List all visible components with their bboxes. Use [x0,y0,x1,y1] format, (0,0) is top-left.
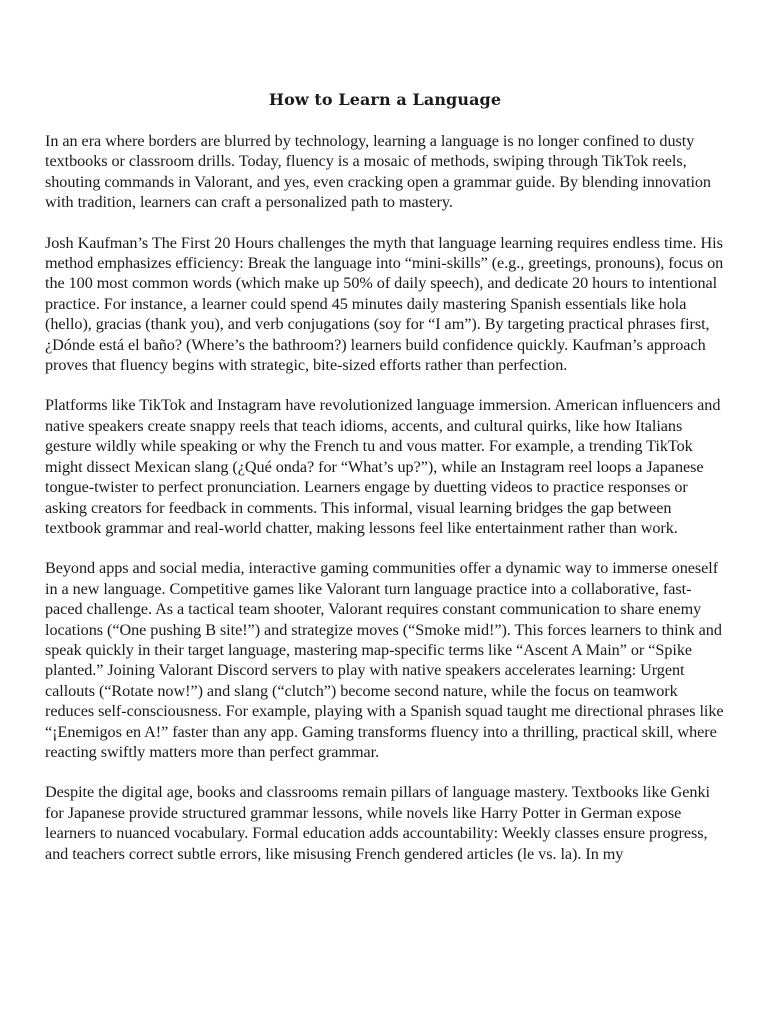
paragraph-gaming: Beyond apps and social media, interactive gaming communities offer a dynamic way to immerse oneself in a new language. Competitive games like Valorant turn language practice into a collaborative, fast-paced challenge. As a tactical team shooter, Valorant requires constant communication to share enemy locations (“One pushing B site!”) and strategize moves (“Smoke mid!”). This forces learners to think and speak quickly in their target language, mastering map-specific terms like “Ascent A Main” or “Spike planted.” Joining Valorant Discord servers to play with native speakers accelerates learning: Urgent callouts (“Rotate now!”) and slang (“clutch”) become second nature, while the focus on teamwork reduces self-consciousness. For example, playing with a Spanish squad taught me directional phrases like “¡Enemigos en A!” faster than any app. Gaming transforms fluency into a thrilling, practical skill, where reacting swiftly matters more than perfect grammar. [45,559,724,761]
paragraph-social-media: Platforms like TikTok and Instagram have revolutionized language immersion. American influencers and native speakers create snappy reels that teach idioms, accents, and cultural quirks, like how Italians gesture wildly while speaking or why the French tu and vous matter. For example, a trending TikTok might dissect Mexican slang (¿Qué onda? for “What’s up?”), while an Instagram reel loops a Japanese tongue-twister to perfect pronunciation. Learners engage by duetting videos to practice responses or asking creators for feedback in comments. This informal, visual learning bridges the gap between textbook grammar and real-world chatter, making lessons feel like entertainment rather than work. [45,396,721,537]
document-page [45,90,725,884]
paragraph-kaufman: Josh Kaufman’s The First 20 Hours challenges the myth that language learning requires endless time. His method emphasizes efficiency: Break the language into “mini-skills” (e.g., greetings, pronouns), focus on the 100 most common words (which make up 50% of daily speech), and dedicate 20 hours to intentional practice. For instance, a learner could spend 45 minutes daily mastering Spanish essentials like hola (hello), gracias (thank you), and verb conjugations (soy for “I am”). By targeting practical phrases first, ¿Dónde está el baño? (Where’s the bathroom?) learners build confidence quickly. Kaufman’s approach proves that fluency begins with strategic, bite-sized efforts rather than perfection. [45,233,724,375]
paragraph-books: Despite the digital age, books and classrooms remain pillars of language mastery. Textbooks like Genki for Japanese provide structured grammar lessons, while novels like Harry Potter in German expose learners to nuanced vocabulary. Formal education adds accountability: Weekly classes ensure progress, and teachers correct subtle errors, like misusing French gendered articles (le vs. la). In my [45,783,710,863]
document-title: How to Learn a Language [268,90,502,109]
paragraph-intro: In an era where borders are blurred by technology, learning a language is no longer confined to dusty textbooks or classroom drills. Today, fluency is a mosaic of methods, swiping through TikTok reels, shouting commands in Valorant, and yes, even cracking open a grammar guide. By blending innovation with tradition, learners can craft a personalized path to mastery. [45,132,711,212]
